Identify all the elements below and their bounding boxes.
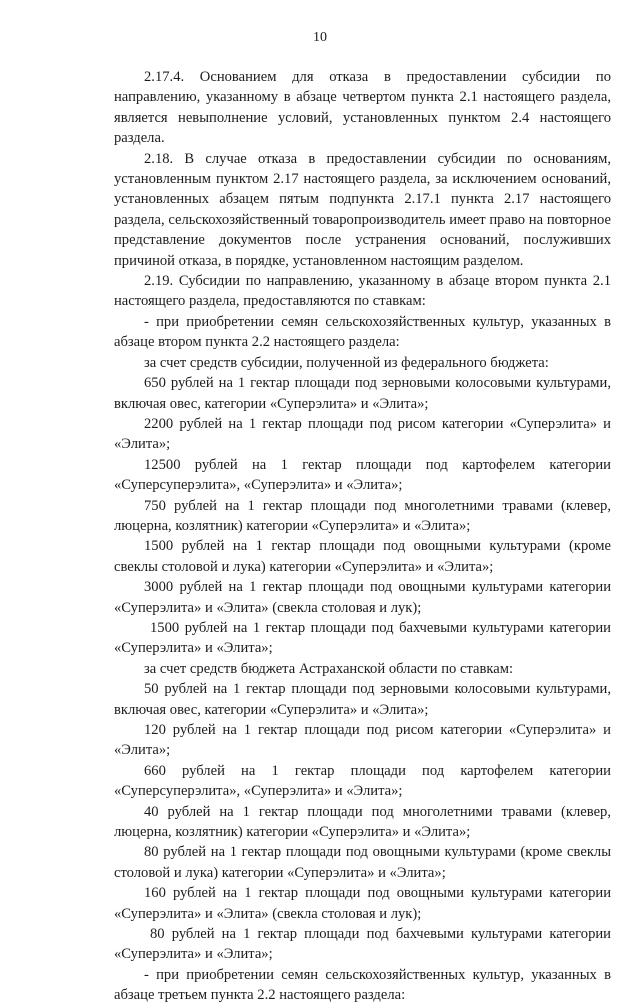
paragraph-seeds-third-intro: - при приобретении семян сельскохозяйственных культур, указанных в абзаце третьем пункта 2.2 настоящего раздела: [114, 966, 611, 1004]
paragraph-regional-rate-potato: 660 рублей на 1 гектар площади под картофелем категории «Суперсуперэлита», «Суперэлита» и «Элита»; [114, 762, 611, 800]
paragraph-regional-budget-heading: за счет средств бюджета Астраханской области по ставкам: [144, 660, 514, 677]
paragraph-federal-budget-heading: за счет средств субсидии, полученной из федерального бюджета: [144, 354, 549, 371]
paragraph-seeds-federal-intro: - при приобретении семян сельскохозяйственных культур, указанных в абзаце втором пункта 2.2 настоящего раздела: [114, 313, 611, 351]
paragraph-federal-rate-potato: 12500 рублей на 1 гектар площади под картофелем категории «Суперсуперэлита», «Суперэлита» и «Элита»; [114, 456, 611, 494]
paragraph-regional-rate-melons: 80 рублей на 1 гектар площади под бахчевыми культурами категории «Суперэлита» и «Элита»; [114, 926, 611, 963]
paragraph-federal-rate-rice: 2200 рублей на 1 гектар площади под рисом категории «Суперэлита» и «Элита»; [114, 415, 611, 453]
paragraph-federal-rate-beet-onion: 3000 рублей на 1 гектар площади под овощными культурами категории «Суперэлита» и «Элита» (свекла столовая и лук); [114, 579, 611, 616]
paragraph-federal-rate-melons: 1500 рублей на 1 гектар площади под бахчевыми культурами категории «Суперэлита» и «Элита»; [114, 619, 611, 657]
paragraph-federal-rate-vegetables: 1500 рублей на 1 гектар площади под овощными культурами (кроме свеклы столовой и лука) категории «Суперэлита» и «Элита»; [114, 538, 611, 575]
page-number: 10 [313, 30, 327, 45]
paragraph-federal-rate-grain: 650 рублей на 1 гектар площади под зерновыми колосовыми культурами, включая овес, категории «Суперэлита» и «Элита»; [114, 375, 611, 412]
paragraph-2-19: 2.19. Субсидии по направлению, указанному в абзаце втором пункта 2.1 настоящего раздела, предоставляются по ставкам: [114, 273, 611, 310]
paragraph-regional-rate-grain: 50 рублей на 1 гектар площади под зерновыми колосовыми культурами, включая овес, категории «Суперэлита» и «Элита»; [114, 681, 611, 718]
paragraph-regional-rate-beet-onion: 160 рублей на 1 гектар площади под овощными культурами категории «Суперэлита» и «Элита» (свекла столовая и лук); [114, 885, 611, 922]
paragraph-regional-rate-rice: 120 рублей на 1 гектар площади под рисом категории «Суперэлита» и «Элита»; [114, 722, 611, 759]
paragraph-federal-rate-grasses: 750 рублей на 1 гектар площади под многолетними травами (клевер, люцерна, козлятник) категории «Суперэлита» и «Элита»; [114, 497, 611, 534]
paragraph-regional-rate-vegetables: 80 рублей на 1 гектар площади под овощными культурами (кроме свеклы столовой и лука) категории «Суперэлита» и «Элита»; [114, 844, 611, 881]
paragraph-2-18: 2.18. В случае отказа в предоставлении субсидии по основаниям, установленным пунктом 2.17 настоящего раздела, за исключением оснований, установленных абзацем пятым подпункта 2.17.1 пункта 2.17 настоящего раздела, сельскохозяйственный товаропроизводитель имеет право на повторное представление документов после устранения оснований, послуживших причиной отказа, в порядке, установленном настоящим разделом. [114, 150, 611, 269]
paragraph-regional-rate-grasses: 40 рублей на 1 гектар площади под многолетними травами (клевер, люцерна, козлятник) категории «Суперэлита» и «Элита»; [114, 803, 611, 841]
document-body [114, 67, 611, 1006]
paragraph-2-17-4: 2.17.4. Основанием для отказа в предоставлении субсидии по направлению, указанному в абзаце четвертом пункта 2.1 настоящего раздела, является невыполнение условий, установленных пунктом 2.4 настоящего раздела. [114, 69, 611, 147]
